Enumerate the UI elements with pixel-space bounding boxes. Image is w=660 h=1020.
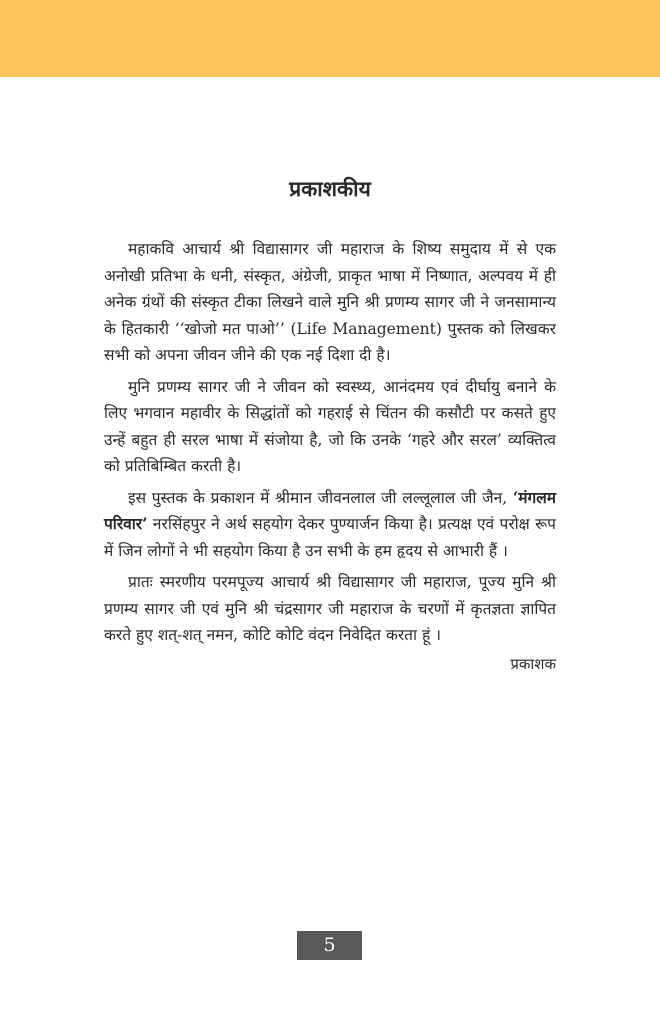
paragraph-3 xyxy=(104,485,556,565)
page-number: 5 xyxy=(297,931,362,960)
paragraph-3-text-start: इस पुस्तक के प्रकाशन में श्रीमान जीवनलाल जी लल्लूलाल जी जैन, xyxy=(128,488,513,507)
paragraph-3-text-end: नरसिंहपुर ने अर्थ सहयोग देकर पुण्यार्जन किया है। प्रत्यक्ष एवं परोक्ष रूप में जिन लोगों ने भी सहयोग किया है उन सभी के हम हृदय से आभारी हैं । xyxy=(104,515,556,560)
body-text xyxy=(104,236,556,676)
publisher-signature: प्रकाशक xyxy=(510,654,556,673)
page-title: प्रकाशकीय xyxy=(289,176,371,201)
paragraph-4: प्रातः स्मरणीय परमपूज्य आचार्य श्री विद्यासागर जी महाराज, पूज्य मुनि श्री प्रणम्य सागर जी एवं मुनि श्री चंद्रसागर जी महाराज के चरणों में कृतज्ञता ज्ञापित करते हुए शत्-शत् नमन, कोटि कोटि वंदन निवेदित करता हूं । xyxy=(104,573,556,644)
header-color-band xyxy=(0,0,660,77)
paragraph-3-family-name: ‘मंगलम परिवार’ xyxy=(104,487,556,533)
paragraph-1: महाकवि आचार्य श्री विद्यासागर जी महाराज के शिष्य समुदाय में से एक अनोखी प्रतिभा के धनी, संस्कृत, अंग्रेजी, प्राकृत भाषा में निष्णात, अल्पवय में ही अनेक ग्रंथों की संस्कृत टीका लिखने वाले मुनि श्री प्रणम्य सागर जी ने जनसामान्य के हितकारी ‘‘खोजो मत पाओ’’ (Life Management) पुस्तक को लिखकर सभी को अपना जीवन जीने की एक नई दिशा दी है। xyxy=(104,240,556,364)
paragraph-2: मुनि प्रणम्य सागर जी ने जीवन को स्वस्थ्य, आनंदमय एवं दीर्घायु बनाने के लिए भगवान महावीर के सिद्धांतों को गहराई से चिंतन की कसौटी पर कसते हुए उन्हें बहुत ही सरल भाषा में संजोया है, जो कि उनके ‘गहरे और सरल’ व्यक्तित्व को प्रतिबिम्बित करती है। xyxy=(104,377,556,475)
